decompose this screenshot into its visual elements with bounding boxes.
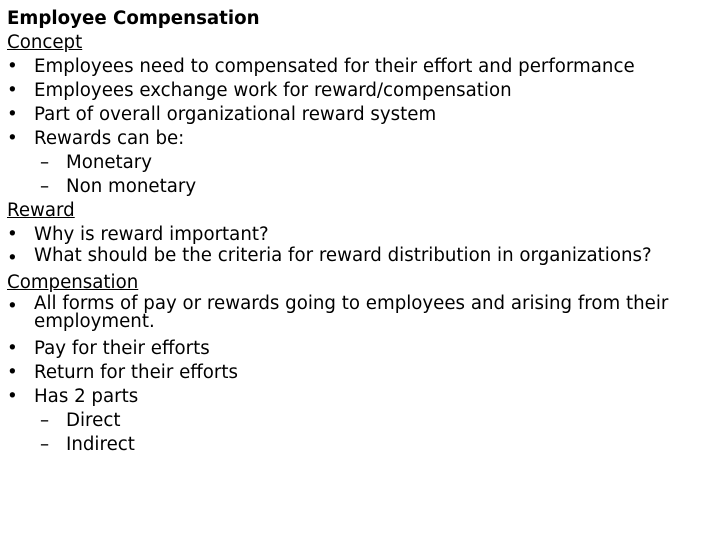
list-item: • Return for their efforts (7, 362, 239, 383)
list-item: • All forms of pay or rewards going to employees and arising from their employment. (7, 293, 669, 332)
bullet-icon: • (7, 104, 18, 125)
bullet-icon: • (7, 362, 18, 383)
bullet-icon: • (7, 224, 18, 245)
bullet-icon: • (7, 338, 18, 359)
list-item: • Rewards can be: (7, 128, 185, 149)
bullet-icon: • (7, 56, 18, 77)
sub-list-item: – Indirect (40, 434, 135, 455)
dash-icon: – (40, 434, 50, 455)
list-item: • Employees exchange work for reward/compensation (7, 80, 512, 101)
section-heading-reward: Reward (7, 200, 75, 221)
slide-title: Employee Compensation (7, 8, 260, 29)
dash-icon: – (40, 410, 50, 431)
list-item: • Why is reward important? (7, 224, 269, 245)
list-item: • Employees need to compensated for their effort and performance (7, 56, 635, 77)
bullet-icon: • (7, 80, 18, 101)
list-item: • What should be the criteria for reward distribution in organizations? (7, 245, 652, 269)
sub-list-item: – Non monetary (40, 176, 197, 197)
section-heading-concept: Concept (7, 32, 83, 53)
sub-list-item: – Direct (40, 410, 121, 431)
bullet-icon: • (7, 386, 18, 407)
bullet-icon: • (7, 128, 18, 149)
dash-icon: – (40, 176, 50, 197)
list-item: • Has 2 parts (7, 386, 139, 407)
slide (7, 7, 723, 457)
list-item: • Part of overall organizational reward system (7, 104, 437, 125)
list-item: • Pay for their efforts (7, 338, 210, 359)
section-heading-compensation: Compensation (7, 272, 139, 293)
bullet-icon: • (7, 296, 18, 317)
bullet-icon: • (7, 248, 18, 269)
sub-list-item: – Monetary (40, 152, 153, 173)
dash-icon: – (40, 152, 50, 173)
